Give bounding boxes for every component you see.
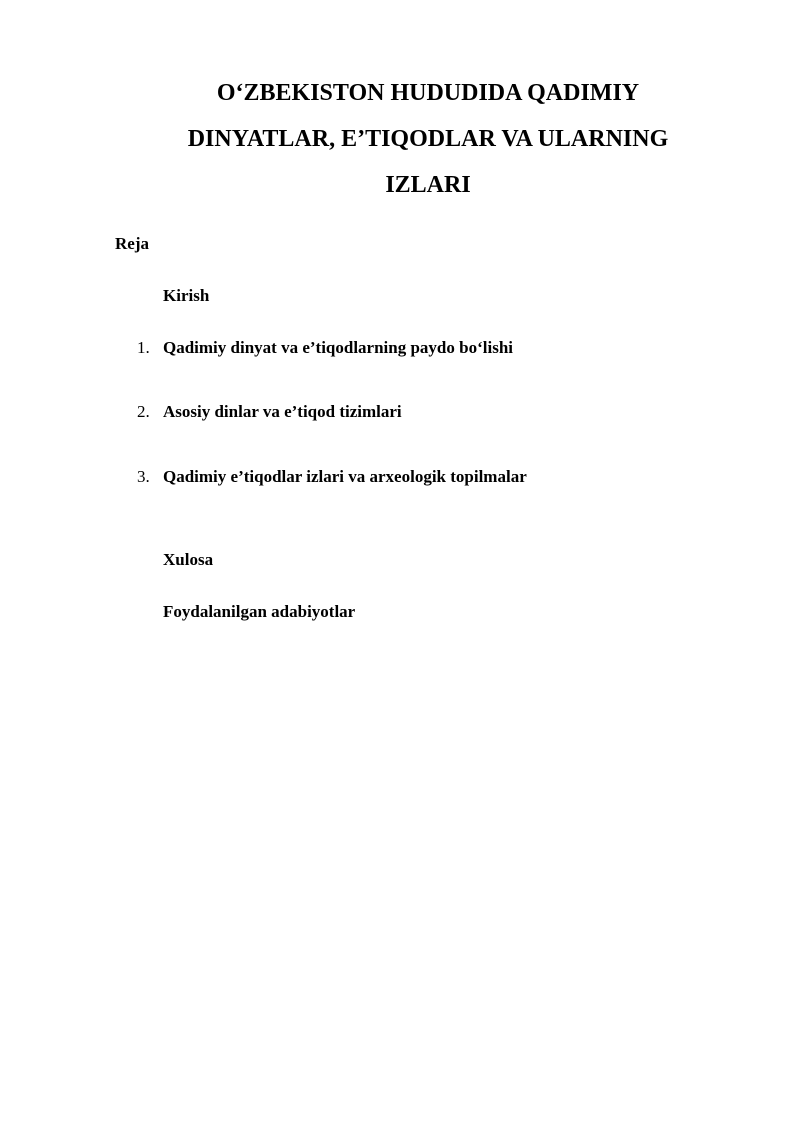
plan-item-intro: Kirish	[163, 286, 210, 305]
plan-item-2	[137, 402, 402, 422]
title-line-3: IZLARI	[385, 172, 471, 198]
plan-item-number: 1.	[137, 338, 150, 357]
plan-item-conclusion: Xulosa	[163, 550, 214, 569]
title-line-2: DINYATLAR, E’TIQODLAR VA ULARNING	[187, 126, 669, 152]
plan-item-references: Foydalanilgan adabiyotlar	[163, 602, 356, 621]
plan-item-3	[137, 467, 527, 487]
plan-item-number: 2.	[137, 402, 150, 421]
plan-item-number: 3.	[137, 467, 150, 486]
plan-item-text: Asosiy dinlar va e’tiqod tizimlari	[163, 402, 402, 421]
title-line-1: O‘ZBEKISTON HUDUDIDA QADIMIY	[216, 80, 640, 106]
document-title	[140, 70, 716, 208]
plan-heading: Reja	[115, 234, 149, 253]
plan-item-1	[137, 338, 513, 358]
plan-item-text: Qadimiy dinyat va e’tiqodlarning paydo bo‘lishi	[163, 338, 513, 357]
plan-item-text: Qadimiy e’tiqodlar izlari va arxeologik topilmalar	[163, 467, 527, 486]
